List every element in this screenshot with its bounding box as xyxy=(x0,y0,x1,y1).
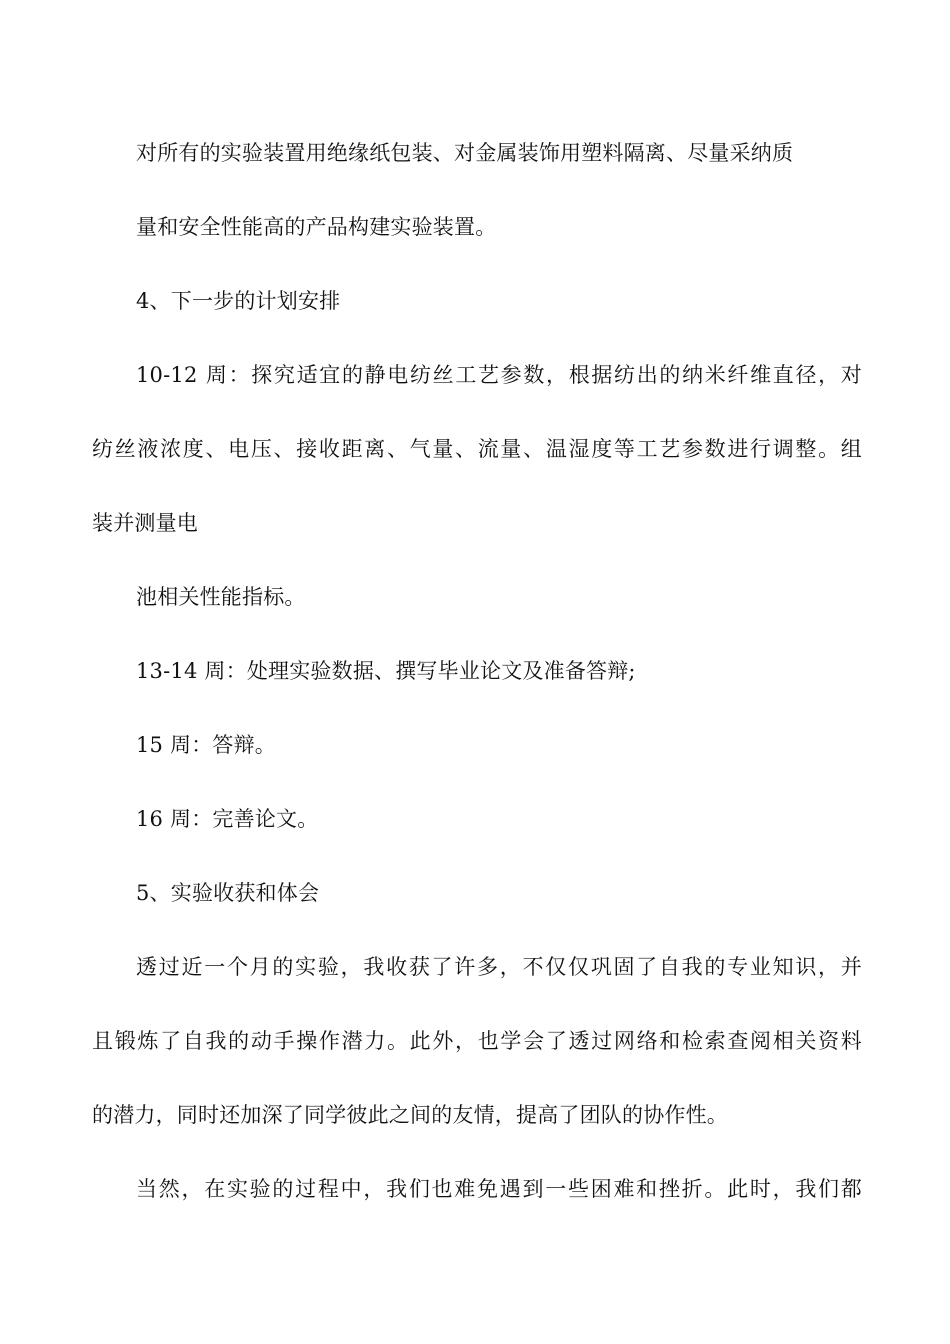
paragraph-line: 的潜力，同时还加深了同学彼此之间的友情，提高了团队的协作性。 xyxy=(92,1103,728,1127)
section-heading: 5、实验收获和体会 xyxy=(136,881,320,905)
paragraph-line: 池相关性能指标。 xyxy=(136,585,306,609)
schedule-item: 15 周：答辩。 xyxy=(136,733,276,757)
section-heading: 4、下一步的计划安排 xyxy=(136,289,341,313)
paragraph-line: 对所有的实验装置用绝缘纸包装、对金属装饰用塑料隔离、尽量采纳质 xyxy=(136,141,794,165)
paragraph-line: 装并测量电 xyxy=(92,511,198,535)
paragraph-line: 纺丝液浓度、电压、接收距离、气量、流量、温湿度等工艺参数进行调整。组 xyxy=(92,437,862,461)
paragraph-line: 量和安全性能高的产品构建实验装置。 xyxy=(136,215,497,239)
paragraph-line: 且锻炼了自我的动手操作潜力。此外，也学会了透过网络和检索查阅相关资料 xyxy=(92,1029,862,1053)
schedule-item: 13-14 周：处理实验数据、撰写毕业论文及准备答辩; xyxy=(136,659,636,683)
paragraph-line: 透过近一个月的实验，我收获了许多，不仅仅巩固了自我的专业知识，并 xyxy=(136,955,862,979)
paragraph-line: 当然，在实验的过程中，我们也难免遇到一些困难和挫折。此时，我们都 xyxy=(136,1177,862,1201)
schedule-item: 16 周：完善论文。 xyxy=(136,807,319,831)
paragraph-line: 10-12 周：探究适宜的静电纺丝工艺参数，根据纺出的纳米纤维直径，对 xyxy=(136,363,862,387)
